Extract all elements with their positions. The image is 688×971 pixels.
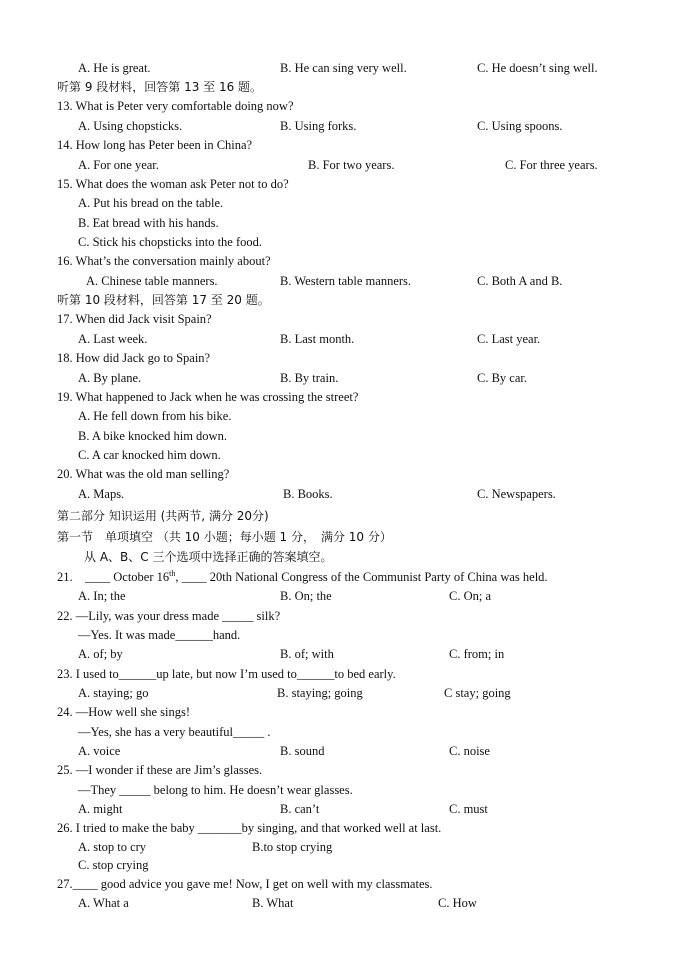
question-23: 23. I used to______up late, but now I’m used to______to bed early. [57,667,396,681]
q27-option-b: B. What [252,896,294,910]
q24-option-a: A. voice [78,744,121,758]
q21-option-c: C. On; a [449,589,492,603]
question-13: 13. What is Peter very comfortable doing now? [57,99,294,113]
question-20: 20. What was the old man selling? [57,467,230,481]
q16-option-b: B. Western table manners. [280,274,412,288]
q15-option-b: B. Eat bread with his hands. [78,216,219,230]
question-19: 19. What happened to Jack when he was crossing the street? [57,390,359,404]
q12-option-c: C. He doesn’t sing well. [477,61,598,75]
q16-option-a: A. Chinese table manners. [86,274,218,288]
q19-option-b: B. A bike knocked him down. [78,429,227,443]
question-25: 25. —I wonder if these are Jim’s glasses. [57,763,263,777]
question-21: 21. ____ October 16th, ____ 20th National Congress of the Communist Party of China was held. [57,568,548,584]
section-heading-9: 听第 9 段材料，回答第 13 至 16 题。 [57,80,263,94]
question-27: 27.____ good advice you gave me! Now, I get on well with my classmates. [57,877,433,891]
q12-option-a: A. He is great. [78,61,151,75]
question-24: 24. —How well she sings! [57,705,190,719]
section1-title: 第一节 单项填空 （共 10 小题；每小题 1 分， 满分 10 分） [57,530,392,544]
q15-option-a: A. Put his bread on the table. [78,196,224,210]
part2-title: 第二部分 知识运用 (共两节, 满分 20分) [57,509,269,523]
question-24-reply: —Yes, she has a very beautiful_____ . [78,725,271,739]
q24-option-c: C. noise [449,744,490,758]
q25-option-c: C. must [449,802,488,816]
q18-option-c: C. By car. [477,371,527,385]
section-heading-10: 听第 10 段材料，回答第 17 至 20 题。 [57,293,270,307]
section1-instructions: 从 A、B、C 三个选项中选择正确的答案填空。 [84,550,333,564]
q24-option-b: B. sound [280,744,325,758]
q27-option-c: C. How [438,896,477,910]
q26-option-c: C. stop crying [78,858,149,872]
q23-option-c: C stay; going [444,686,511,700]
q17-option-a: A. Last week. [78,332,148,346]
question-22-reply: —Yes. It was made______hand. [78,628,241,642]
q23-option-a: A. staying; go [78,686,149,700]
question-26: 26. I tried to make the baby _______by singing, and that worked well at last. [57,821,442,835]
q22-option-a: A. of; by [78,647,123,661]
question-14: 14. How long has Peter been in China? [57,138,253,152]
q20-option-c: C. Newspapers. [477,487,556,501]
q26-option-b: B.to stop crying [252,840,333,854]
q25-option-b: B. can’t [280,802,320,816]
q13-option-c: C. Using spoons. [477,119,563,133]
question-15: 15. What does the woman ask Peter not to do? [57,177,289,191]
q17-option-c: C. Last year. [477,332,541,346]
q27-option-a: A. What a [78,896,129,910]
q12-option-b: B. He can sing very well. [280,61,407,75]
q19-option-c: C. A car knocked him down. [78,448,221,462]
q23-option-b: B. staying; going [277,686,363,700]
question-25-reply: —They _____ belong to him. He doesn’t wear glasses. [78,783,353,797]
q14-option-c: C. For three years. [505,158,598,172]
q21-option-a: A. In; the [78,589,126,603]
question-16: 16. What’s the conversation mainly about? [57,254,271,268]
q13-option-b: B. Using forks. [280,119,357,133]
question-22: 22. —Lily, was your dress made _____ silk? [57,609,281,623]
q14-option-a: A. For one year. [78,158,159,172]
q14-option-b: B. For two years. [308,158,395,172]
q15-option-c: C. Stick his chopsticks into the food. [78,235,263,249]
q21-option-b: B. On; the [280,589,332,603]
q18-option-b: B. By train. [280,371,339,385]
question-17: 17. When did Jack visit Spain? [57,312,212,326]
q22-option-c: C. from; in [449,647,505,661]
q25-option-a: A. might [78,802,123,816]
q13-option-a: A. Using chopsticks. [78,119,183,133]
q20-option-a: A. Maps. [78,487,125,501]
q26-option-a: A. stop to cry [78,840,147,854]
q20-option-b: B. Books. [283,487,333,501]
q17-option-b: B. Last month. [280,332,355,346]
q22-option-b: B. of; with [280,647,334,661]
question-18: 18. How did Jack go to Spain? [57,351,211,365]
q18-option-a: A. By plane. [78,371,142,385]
q16-option-c: C. Both A and B. [477,274,563,288]
q19-option-a: A. He fell down from his bike. [78,409,232,423]
